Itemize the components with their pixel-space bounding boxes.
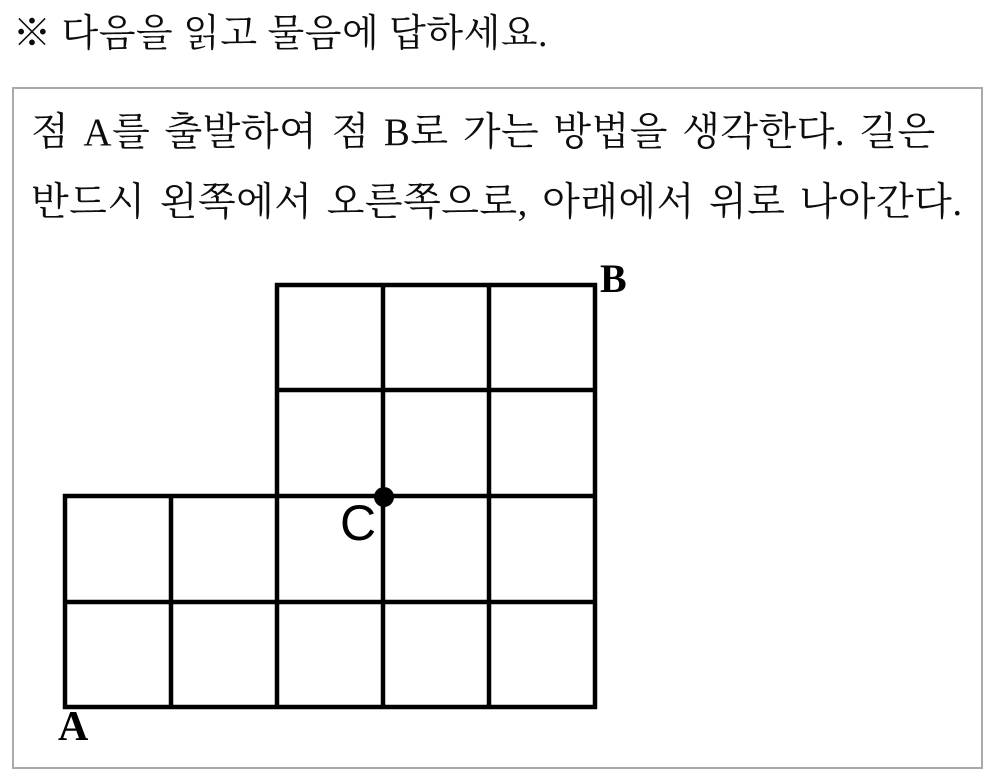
instruction-heading: ※ 다음을 읽고 물음에 답하세요. xyxy=(13,13,548,55)
problem-text-line2: 반드시 왼쪽에서 오른쪽으로, 아래에서 위로 나아간다. xyxy=(31,181,963,224)
point-c-label: C xyxy=(340,495,377,551)
problem-text-line1: 점 A를 출발하여 점 B로 가는 방법을 생각한다. 길은 xyxy=(31,111,936,154)
point-c-dot xyxy=(374,487,394,507)
point-a-label: A xyxy=(58,704,89,750)
point-b-label: B xyxy=(600,256,627,301)
